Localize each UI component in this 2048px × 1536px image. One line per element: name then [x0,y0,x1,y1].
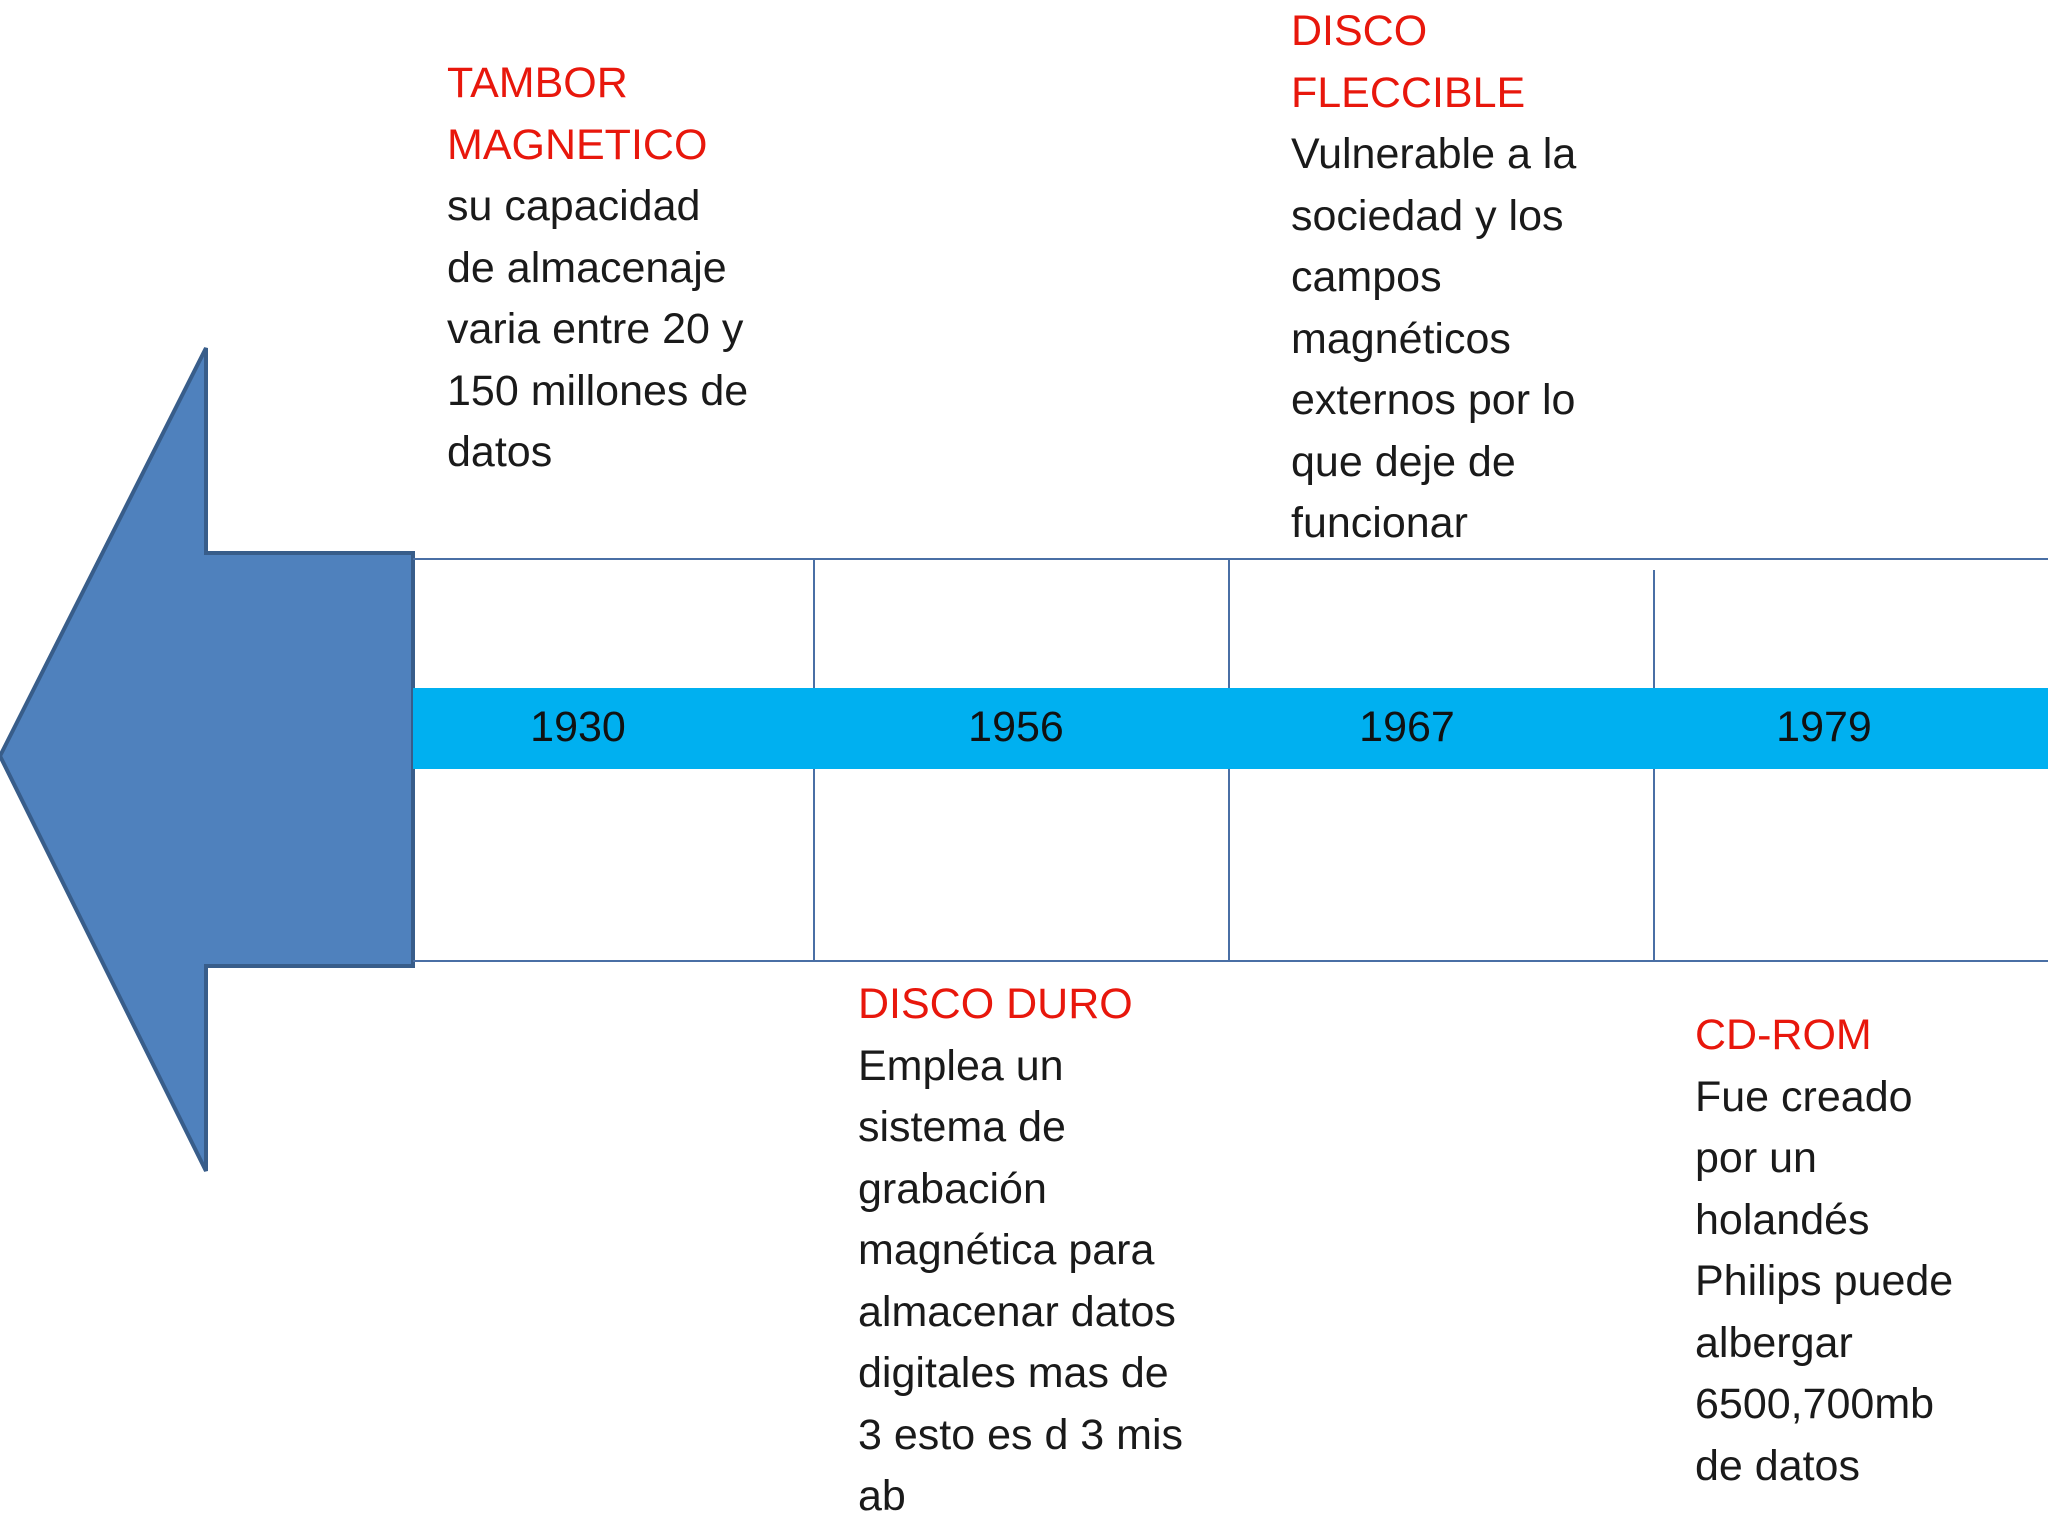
event-title-line: FLECCIBLE [1291,68,1526,117]
event-desc-line: holandés [1695,1195,1870,1244]
event-desc-line: digitales mas de [858,1349,1169,1397]
year-label-1967: 1967 [1359,703,1455,751]
event-desc-line: por un [1695,1134,1817,1182]
event-desc-line: externos por lo [1291,376,1576,424]
event-desc-line: de datos [1695,1441,1860,1490]
event-title-line: TAMBOR [447,59,628,107]
event-description [1695,1067,1953,1498]
event-desc-line: albergar [1695,1318,1853,1367]
event-description [1291,124,1576,555]
event-disco-fleccible [1291,1,1576,555]
event-desc-line: Vulnerable a la [1291,130,1577,178]
event-title-line: DISCO [1291,7,1428,55]
event-desc-line: Emplea un [858,1041,1064,1090]
event-desc-line: ab [858,1472,906,1520]
event-desc-line: 150 millones de [447,366,749,415]
event-desc-line: que deje de [1291,437,1516,486]
event-cd-rom [1695,1005,1953,1497]
event-title [1291,1,1576,124]
event-desc-line: varia entre 20 y [447,305,744,353]
event-desc-line: sociedad y los [1291,191,1564,240]
event-disco-duro [858,974,1183,1528]
event-desc-line: 6500,700mb [1695,1380,1935,1428]
event-title [858,974,1183,1036]
event-desc-line: funcionar [1291,499,1468,547]
event-tambor-magnetico [447,53,748,484]
event-desc-line: magnética para [858,1226,1155,1274]
year-label-1930: 1930 [530,703,626,751]
event-title [1695,1005,1953,1067]
event-desc-line: Fue creado [1695,1072,1913,1121]
event-desc-line: almacenar datos [858,1287,1176,1336]
event-title [447,53,748,176]
event-title-line: DISCO DURO [858,980,1133,1028]
event-desc-line: magnéticos [1291,314,1511,363]
event-desc-line: campos [1291,253,1442,301]
event-desc-line: de almacenaje [447,243,727,292]
event-desc-line: 3 esto es d 3 mis [858,1410,1184,1459]
event-desc-line: grabación [858,1164,1047,1213]
event-title-line: CD-ROM [1695,1011,1872,1059]
event-description [858,1036,1183,1528]
event-desc-line: datos [447,428,553,476]
left-arrow-icon [0,348,413,1171]
event-desc-line: su capacidad [447,182,701,230]
event-title-line: MAGNETICO [447,120,708,169]
event-description [447,176,748,484]
event-desc-line: Philips puede [1695,1257,1954,1305]
event-desc-line: sistema de [858,1103,1066,1151]
year-label-1956: 1956 [968,703,1064,751]
year-label-1979: 1979 [1776,703,1872,751]
